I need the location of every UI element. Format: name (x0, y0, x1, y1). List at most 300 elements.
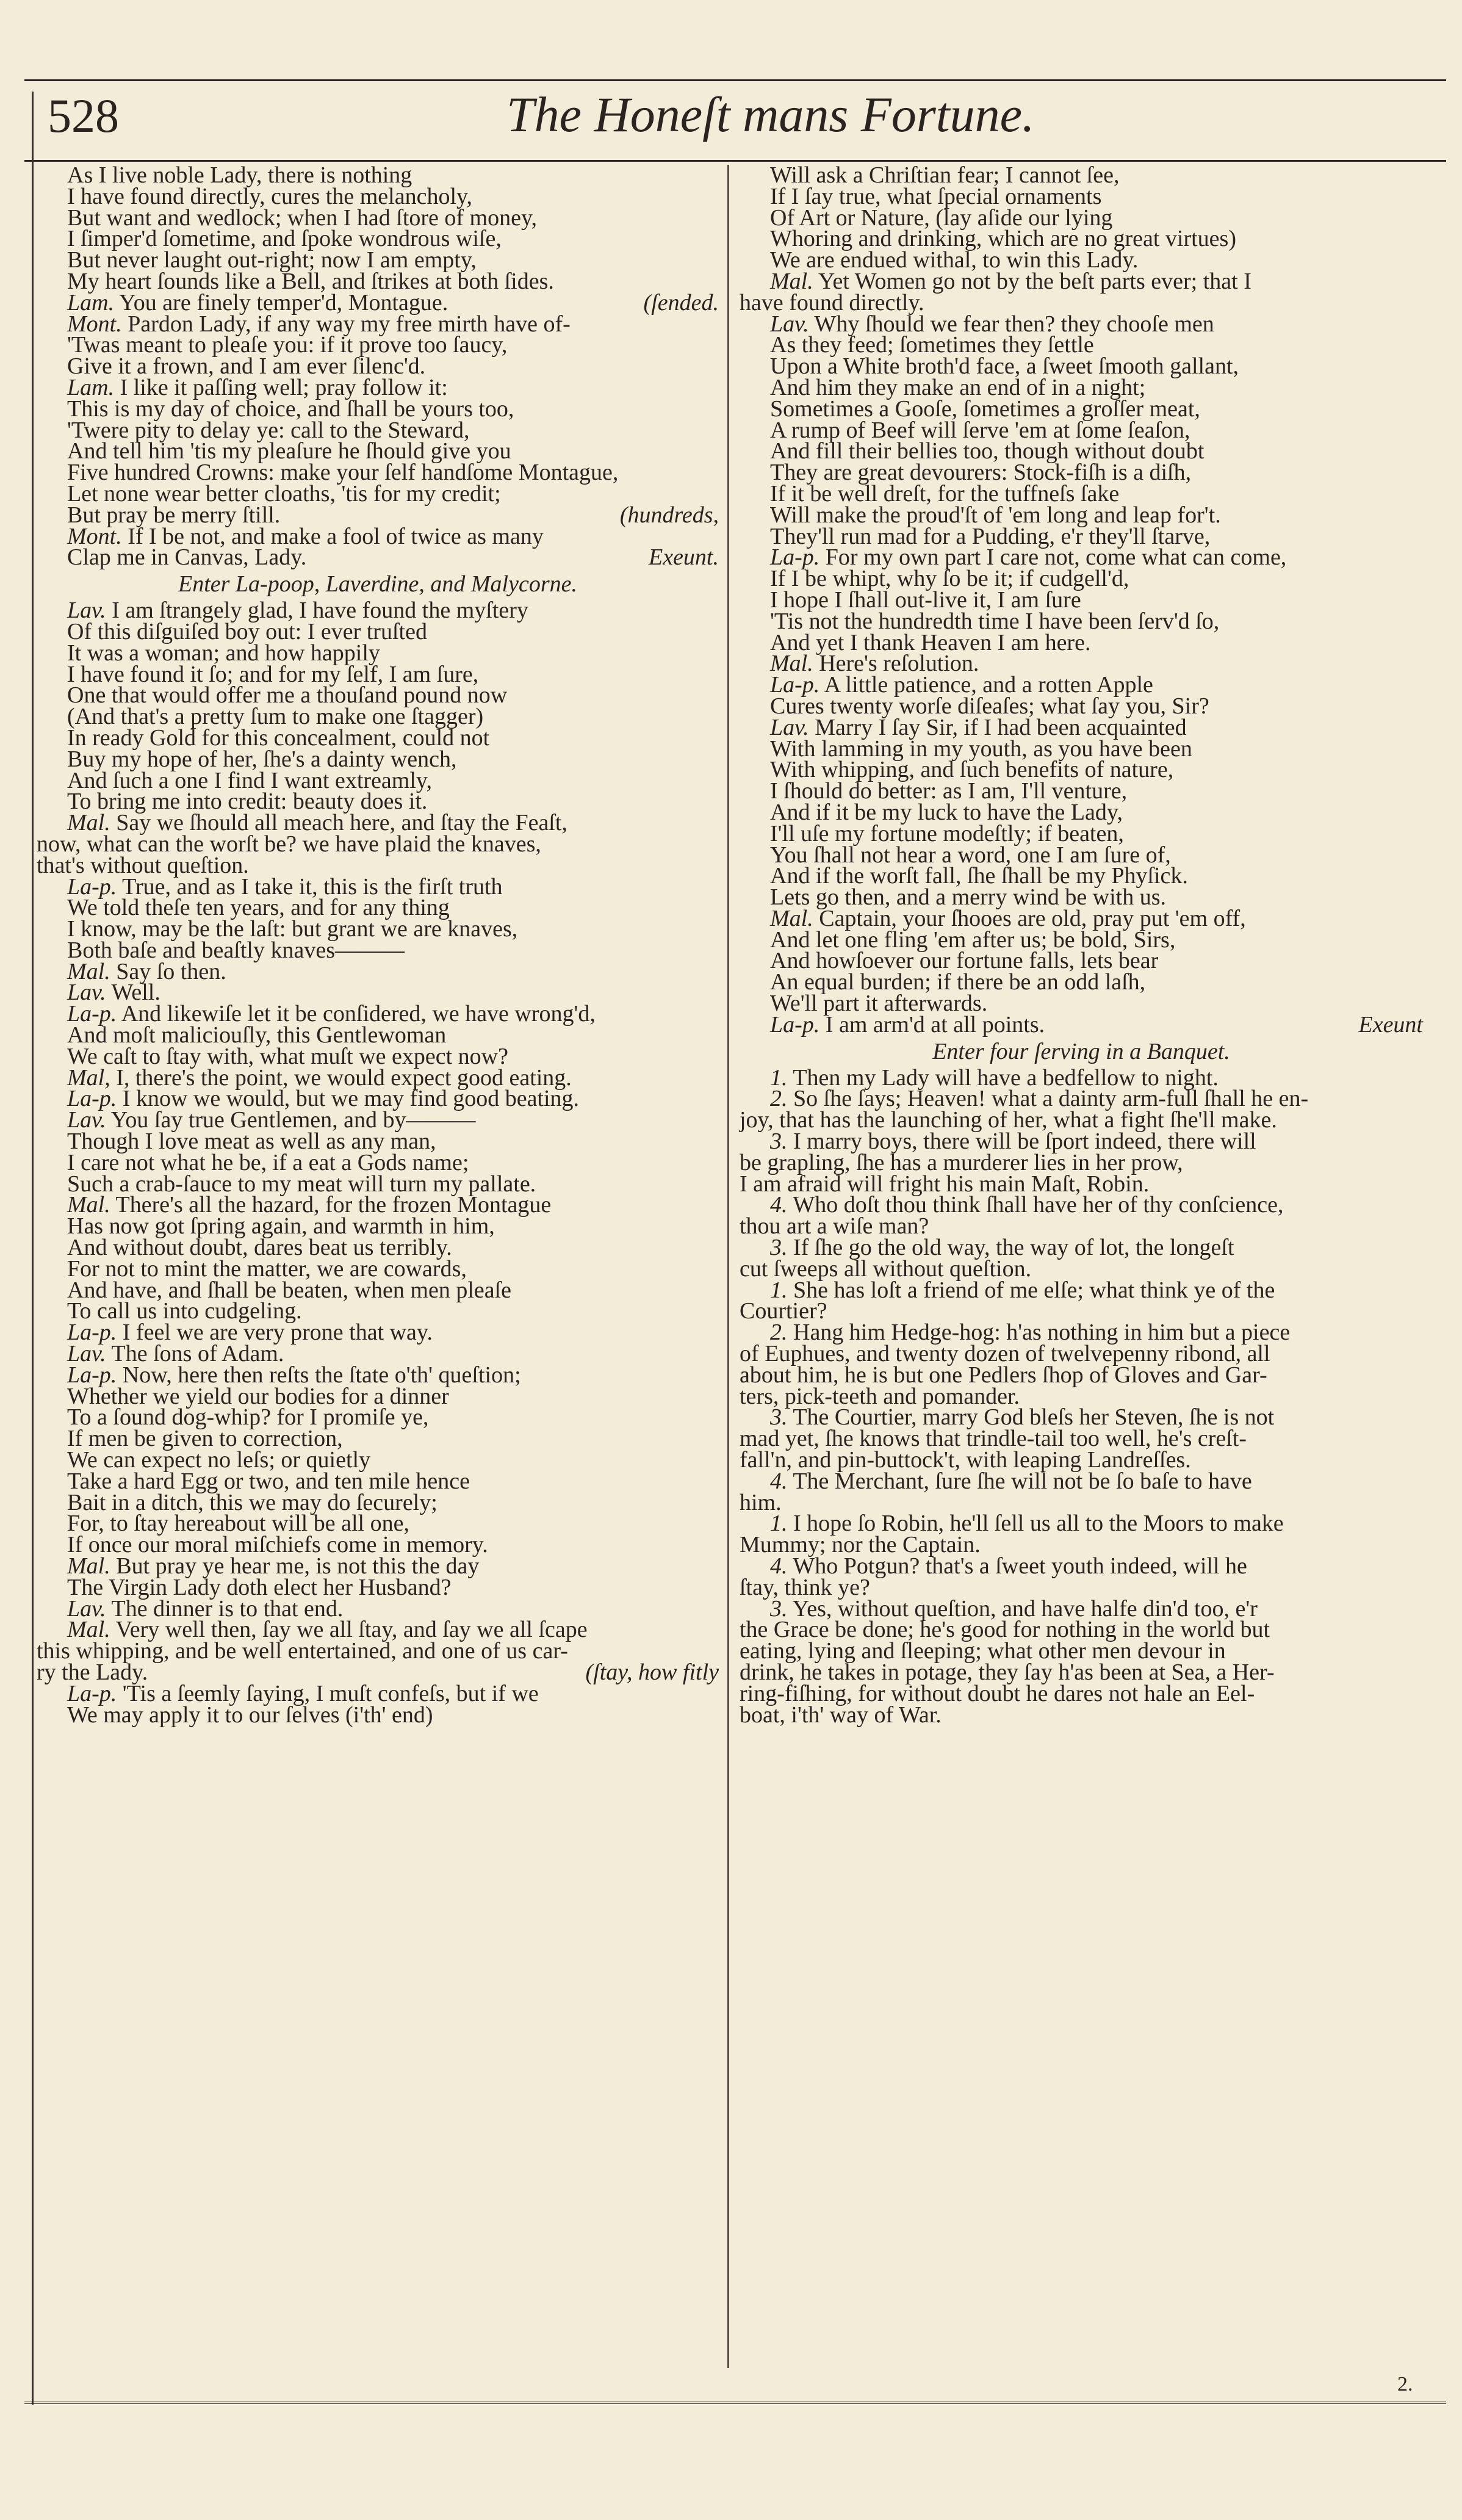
verse-line (37, 1383, 719, 1409)
right-aligned-text: (ſtay, how fitly (585, 1659, 719, 1685)
bottom-rule (24, 2402, 1446, 2404)
line-text: For, to ſtay hereabout will be all one, (67, 1511, 409, 1537)
verse-line (37, 1428, 719, 1450)
line-text: I ſhould do better: as I am, I'll venture, (770, 778, 1128, 804)
line-text: And ſuch a one I find I want extreamly, (67, 767, 432, 793)
verse-line (37, 395, 719, 422)
speech-line (740, 651, 1423, 677)
verse-line (740, 1489, 1423, 1515)
line-text: To call us into cudgeling. (67, 1298, 302, 1324)
line-text: A little patience, and a rotten Apple (824, 672, 1153, 698)
speaker-name: Mal. (67, 1192, 110, 1218)
line-text: ring-fiſhing, for without doubt he dares not hale an Eel- (740, 1680, 1255, 1706)
right-aligned-text: (ſended. (643, 289, 719, 316)
speech-line (740, 674, 1423, 696)
verse-line (37, 1404, 719, 1431)
line-text: 'Tis a ſeemly ſaying, I muſt confeſs, but if we (122, 1680, 539, 1706)
line-text: ſtay, think ye? (740, 1574, 870, 1600)
verse-line (37, 746, 719, 772)
line-text: And fill their bellies too, though without doubt (770, 438, 1205, 464)
line-text: him. (740, 1489, 782, 1515)
verse-line (37, 438, 719, 464)
line-text: The Merchant, ſure ſhe will not be ſo baſe to have (793, 1468, 1252, 1494)
verse-line (37, 1043, 719, 1069)
verse-line (37, 268, 719, 294)
speaker-name: 2. (770, 1320, 788, 1346)
verse-line (37, 204, 719, 231)
verse-line (37, 1255, 719, 1282)
page-number: 528 (48, 89, 119, 142)
speech-line (37, 1553, 719, 1579)
verse-line (740, 438, 1423, 464)
speaker-name: Lav. (770, 714, 809, 740)
line-text: I, there's the point, we would expect good eating. (116, 1064, 572, 1091)
right-aligned-text: Exeunt (1358, 1011, 1423, 1038)
line-text: I know we would, but we may find good beating. (122, 1086, 580, 1112)
speaker-name: Mal, (67, 1064, 110, 1091)
line-text: We may apply it to our ſelves (i'th' end) (67, 1702, 433, 1728)
line-text: that's without queſtion. (37, 852, 249, 878)
line-text: cut ſweeps all without queſtion. (740, 1255, 1032, 1282)
speaker-name: La-p. (67, 1001, 117, 1027)
verse-line (37, 353, 719, 380)
speech-line (740, 714, 1423, 740)
line-text: But pray be merry ſtill. (67, 502, 281, 528)
speech-line (740, 1553, 1423, 1579)
speech-line (740, 1088, 1423, 1110)
line-text: Who Potgun? that's a ſweet youth indeed, will he (793, 1553, 1247, 1579)
line-text: Will ask a Chriſtian fear; I cannot ſee, (770, 162, 1120, 188)
line-text: thou art a wiſe man? (740, 1213, 929, 1240)
verse-line (740, 1383, 1423, 1409)
column-divider (727, 165, 729, 2368)
line-text: Lets go then, and a merry wind be with us. (770, 884, 1167, 911)
verse-line (37, 502, 719, 528)
line-text: Give it a frown, and I am ever ſilenc'd. (67, 353, 426, 380)
speaker-name: Lav. (67, 1107, 106, 1133)
verse-line (37, 789, 719, 815)
speaker-name: 1. (770, 1277, 788, 1303)
line-text: I'll uſe my fortune modeſtly; if beaten, (770, 820, 1124, 847)
speech-line (740, 1011, 1423, 1038)
verse-line (740, 778, 1423, 804)
verse-line (37, 228, 719, 250)
line-text: I hope I ſhall out-live it, I am ſure (770, 587, 1081, 613)
speaker-name: Mal. (67, 1553, 110, 1579)
line-text: Say ſo then. (116, 958, 226, 984)
verse-line (740, 1638, 1423, 1664)
line-text: A rump of Beef will ſerve 'em at ſome ſeaſon, (770, 417, 1190, 443)
verse-line (37, 618, 719, 644)
speech-line (37, 1003, 719, 1025)
speech-line (37, 980, 719, 1006)
verse-line (37, 1534, 719, 1556)
speaker-name: La-p. (67, 1362, 117, 1388)
line-text: We caſt to ſtay with, what muſt we expect now? (67, 1043, 508, 1069)
line-text: And likewiſe let it be conſidered, we have wrong'd, (121, 1001, 596, 1027)
line-text: ters, pick-teeth and pomander. (740, 1383, 1020, 1409)
line-text: boat, i'th' way of War. (740, 1702, 942, 1728)
line-text: Captain, your ſhooes are old, pray put 'em off, (819, 905, 1246, 931)
line-text: eating, lying and ſleeping; what other men devour in (740, 1638, 1226, 1664)
line-text: Buy my hope of her, ſhe's a dainty wench, (67, 746, 457, 772)
line-text: 'Twas meant to pleaſe you: if it prove too ſaucy, (67, 332, 508, 358)
verse-line (37, 724, 719, 751)
line-text: I am arm'd at all points. (825, 1011, 1045, 1038)
verse-line (37, 852, 719, 878)
verse-line (740, 1447, 1423, 1473)
line-text: have found directly. (740, 289, 924, 316)
speech-line (740, 544, 1423, 571)
verse-line (740, 1702, 1423, 1728)
line-text: I know, may be the laſt: but grant we are knaves, (67, 916, 518, 942)
line-text: They are great devourers: Stock-fiſh is a diſh, (770, 460, 1192, 486)
speaker-name: La-p. (770, 544, 820, 571)
speaker-name: Lav. (67, 980, 106, 1006)
verse-line (740, 1213, 1423, 1240)
line-text: mad yet, ſhe knows that trindle-tail too well, he's creſt- (740, 1426, 1247, 1452)
verse-line (37, 640, 719, 666)
verse-line (37, 1574, 719, 1600)
line-text: The dinner is to that end. (111, 1595, 344, 1622)
line-text: And have, and ſhall be beaten, when men pleaſe (67, 1277, 512, 1303)
verse-line (740, 183, 1423, 209)
speaker-name: La-p. (67, 1086, 117, 1112)
line-text: The Courtier, marry God bleſs her Steven, ſhe is not (793, 1404, 1275, 1431)
verse-line (740, 608, 1423, 634)
speaker-name: La-p. (67, 873, 117, 900)
page-header (43, 88, 1446, 156)
verse-line (37, 1235, 719, 1261)
line-text: Mummy; nor the Captain. (740, 1532, 981, 1558)
verse-line (37, 767, 719, 793)
verse-line (740, 1534, 1423, 1556)
verse-line (37, 334, 719, 356)
verse-line (37, 1277, 719, 1303)
verse-line (37, 897, 719, 919)
speaker-name: Lav. (67, 598, 106, 624)
line-text: If I ſay true, what ſpecial ornaments (770, 183, 1102, 209)
verse-line (740, 735, 1423, 762)
right-aligned-text: Exeunt. (648, 544, 719, 571)
line-text: this whipping, and be well entertained, and one of us car- (37, 1638, 568, 1664)
speech-line (37, 1343, 719, 1365)
line-text: Clap me in Canvas, Lady. (67, 544, 307, 571)
verse-line (740, 353, 1423, 380)
speaker-name: La-p. (770, 1011, 820, 1038)
line-text: I am ſtrangely glad, I have found the myſtery (112, 598, 528, 624)
line-text: Hang him Hedge-hog: h'as nothing in him but a piece (793, 1320, 1291, 1346)
verse-line (740, 1680, 1423, 1706)
verse-line (37, 460, 719, 486)
line-text: If ſhe go the old way, the way of lot, the longeſt (793, 1235, 1234, 1261)
verse-line (740, 693, 1423, 719)
speech-line (37, 289, 719, 316)
stage-direction-text: Enter four ſerving in a Banquet. (932, 1038, 1230, 1064)
line-text: Say we ſhould all meach here, and ſtay the Feaſt, (116, 810, 567, 836)
line-text: Of Art or Nature, (lay aſide our lying (770, 204, 1113, 231)
verse-line (740, 523, 1423, 549)
verse-line (740, 1298, 1423, 1324)
speaker-name: Mal. (770, 268, 813, 294)
verse-line (37, 1468, 719, 1494)
verse-line (740, 926, 1423, 953)
verse-line (740, 289, 1423, 316)
line-text: My heart ſounds like a Bell, and ſtrikes at both ſides. (67, 268, 554, 294)
verse-line (740, 820, 1423, 847)
verse-line (740, 884, 1423, 911)
speech-line (740, 905, 1423, 931)
verse-line (37, 1638, 719, 1664)
line-text: Both baſe and beaſtly knaves——— (67, 937, 405, 963)
speaker-name: 4. (770, 1192, 788, 1218)
verse-line (740, 759, 1423, 781)
verse-line (740, 204, 1423, 231)
line-text: Courtier? (740, 1298, 827, 1324)
line-text: I am afraid will fright his main Maſt, Robin. (740, 1171, 1150, 1197)
speech-line (740, 1128, 1423, 1155)
speech-line (37, 958, 719, 984)
verse-line (740, 480, 1423, 507)
verse-line (37, 1659, 719, 1685)
line-text: I hope ſo Robin, he'll ſell us all to the Moors to make (793, 1511, 1284, 1537)
verse-line (740, 1362, 1423, 1388)
line-text: Pardon Lady, if any way my free mirth have of- (128, 311, 571, 337)
speaker-name: 3. (770, 1235, 788, 1261)
stage-direction (37, 568, 719, 600)
line-text: Marry I ſay Sir, if I had been acquainted (815, 714, 1187, 740)
line-text: This is my day of choice, and ſhall be yours too, (67, 395, 514, 422)
line-text: In ready Gold for this concealment, could not (67, 724, 490, 751)
verse-line (37, 704, 719, 730)
left-border-rule (32, 92, 34, 2405)
line-text: Of this diſguiſed boy out: I ever truſted (67, 618, 427, 644)
line-text: ry the Lady. (37, 1659, 148, 1685)
line-text: One that would offer me a thouſand pound now (67, 682, 508, 709)
line-text: The Virgin Lady doth elect her Husband? (67, 1574, 452, 1600)
verse-line (37, 247, 719, 273)
line-text: And if it be my luck to have the Lady, (770, 799, 1123, 825)
line-text: An equal burden; if there be an odd laſh, (770, 969, 1146, 995)
line-text: True, and as I take it, this is the firſt truth (122, 873, 503, 900)
line-text: Upon a White broth'd face, a ſweet ſmooth gallant, (770, 353, 1239, 380)
speaker-name: 4. (770, 1553, 788, 1579)
line-text: Very well then, ſay we all ſtay, and ſay we all ſcape (115, 1617, 588, 1643)
line-text: But pray ye hear me, is not this the day (116, 1553, 480, 1579)
speech-line (740, 1404, 1423, 1431)
line-text: It was a woman; and how happily (67, 640, 380, 666)
speech-line (740, 1194, 1423, 1216)
verse-line (37, 661, 719, 687)
line-text: Why ſhould we fear then? they chooſe men (814, 311, 1214, 337)
line-text: And yet I thank Heaven I am here. (770, 629, 1091, 655)
speech-line (37, 523, 719, 549)
line-text: Cures twenty worſe diſeaſes; what ſay you, Sir? (770, 693, 1209, 719)
speaker-name: 1. (770, 1511, 788, 1537)
verse-line (740, 1171, 1423, 1197)
speaker-name: Mal. (770, 651, 813, 677)
line-text: And moſt maliciouſly, this Gentlewoman (67, 1022, 447, 1049)
line-text: Well. (111, 980, 160, 1006)
line-text: Sometimes a Gooſe, ſometimes a groſſer meat, (770, 395, 1200, 422)
speaker-name: Lav. (67, 1341, 106, 1367)
verse-line (740, 374, 1423, 400)
line-text: But want and wedlock; when I had ſtore of money, (67, 204, 538, 231)
verse-line (37, 1702, 719, 1728)
line-text: And without doubt, dares beat us terribly. (67, 1235, 452, 1261)
line-text: I marry boys, there will be ſport indeed, there will (793, 1128, 1256, 1155)
verse-line (37, 544, 719, 571)
line-text: Then my Lady will have a bedfellow to night. (793, 1064, 1219, 1091)
speech-line (740, 1235, 1423, 1261)
verse-line (740, 1255, 1423, 1282)
line-text: I have found directly, cures the melancholy, (67, 183, 473, 209)
verse-line (740, 969, 1423, 995)
right-aligned-text: (hundreds, (619, 502, 719, 528)
speech-line (740, 1595, 1423, 1622)
top-rule (24, 79, 1446, 81)
speech-line (37, 1088, 719, 1110)
line-text: 'Tis not the hundredth time I have been ſerv'd ſo, (770, 608, 1220, 634)
verse-line (740, 991, 1423, 1017)
line-text: now, what can the worſt be? we have plaid the knaves, (37, 831, 541, 857)
verse-line (740, 1107, 1423, 1133)
line-text: We'll part it afterwards. (770, 991, 988, 1017)
line-text: Who doſt thou think ſhall have her of thy conſcience, (793, 1192, 1284, 1218)
speaker-name: La-p. (770, 672, 820, 698)
speech-line (37, 311, 719, 337)
verse-line (37, 1447, 719, 1473)
speaker-name: 1. (770, 1064, 788, 1091)
line-text: I have found it ſo; and for my ſelf, I am ſure, (67, 661, 479, 687)
line-text: Bait in a ditch, this we may do ſecurely; (67, 1489, 438, 1515)
verse-line (37, 937, 719, 963)
verse-line (740, 629, 1423, 655)
speaker-name: 3. (770, 1128, 788, 1155)
speaker-name: 2. (770, 1086, 788, 1112)
line-text: And tell him 'tis my pleaſure he ſhould give you (67, 438, 511, 464)
catchword: 2. (1397, 2373, 1413, 2395)
line-text: be grapling, ſhe has a murderer lies in her prow, (740, 1149, 1183, 1175)
line-text: Yes, without queſtion, and have halfe din'd too, e'r (792, 1595, 1258, 1622)
line-text: If men be given to correction, (67, 1426, 343, 1452)
stage-direction (740, 1036, 1423, 1067)
line-text: I care not what he be, if a eat a Gods name; (67, 1149, 469, 1175)
verse-line (37, 916, 719, 942)
verse-line (37, 682, 719, 709)
line-text: Though I love meat as well as any man, (67, 1128, 436, 1155)
line-text: Yet Women go not by the beſt parts ever; that I (818, 268, 1251, 294)
verse-line (740, 865, 1423, 887)
speech-line (740, 268, 1423, 294)
verse-line (740, 842, 1423, 868)
line-text: fall'n, and pin-buttock't, with leaping Landreſſes. (740, 1447, 1191, 1473)
line-text: (And that's a pretty ſum to make one ſtagger) (67, 704, 484, 730)
line-text: You ſhall not hear a word, one I am ſure of, (770, 842, 1171, 868)
speaker-name: La-p. (67, 1320, 117, 1346)
verse-line (37, 1022, 719, 1049)
line-text: There's all the hazard, for the frozen Montague (115, 1192, 552, 1218)
line-text: For my own part I care not, come what can come, (825, 544, 1287, 571)
verse-line (740, 1659, 1423, 1685)
line-text: Take a hard Egg or two, and ten mile hence (67, 1468, 470, 1494)
speaker-name: 3. (770, 1404, 788, 1431)
verse-line (740, 1574, 1423, 1600)
line-text: Whoring and drinking, which are no great virtues) (770, 226, 1236, 252)
speech-line (37, 374, 719, 400)
speech-line (37, 812, 719, 834)
line-text: As they feed; ſometimes they ſettle (770, 332, 1094, 358)
line-text: We are endued withal, to win this Lady. (770, 247, 1139, 273)
verse-line (740, 1149, 1423, 1175)
speech-line (37, 873, 719, 900)
speaker-name: 4. (770, 1468, 788, 1494)
line-text: With lamming in my youth, as you have been (770, 735, 1192, 762)
line-text: drink, he takes in potage, they ſay h'as been at Sea, a Her- (740, 1659, 1275, 1685)
line-text: As I live noble Lady, there is nothing (67, 162, 412, 188)
line-text: of Euphues, and twenty dozen of twelvepenny ribond, all (740, 1341, 1270, 1367)
verse-line (37, 1511, 719, 1537)
speaker-name: Mal. (770, 905, 813, 931)
speaker-name: Lav. (770, 311, 809, 337)
speaker-name: Mont. (67, 523, 122, 549)
line-text: If I be whipt, why ſo be it; if cudgell'd, (770, 566, 1129, 592)
verse-line (740, 334, 1423, 356)
speech-line (37, 1107, 719, 1133)
verse-line (740, 460, 1423, 486)
line-text: I ſimper'd ſometime, and ſpoke wondrous wiſe, (67, 226, 502, 252)
line-text: the Grace be done; he's good for nothing in the world but (740, 1617, 1270, 1643)
verse-line (740, 247, 1423, 273)
line-text: And let one fling 'em after us; be bold, Sirs, (770, 926, 1176, 953)
line-text: Has now got ſpring again, and warmth in him, (67, 1213, 495, 1240)
line-text: 'Twere pity to delay ye: call to the Steward, (67, 417, 470, 443)
verse-line (740, 228, 1423, 250)
verse-line (740, 799, 1423, 825)
verse-line (37, 1149, 719, 1175)
line-text: And howſoever our fortune falls, lets bear (770, 948, 1159, 974)
running-title: The Honeſt mans Fortune. (506, 87, 1035, 142)
line-text: Now, here then reſts the ſtate o'th' queſtion; (122, 1362, 521, 1388)
speech-line (37, 1320, 719, 1346)
speech-line (37, 1680, 719, 1706)
verse-line (740, 587, 1423, 613)
line-text: joy, that has the launching of her, what a fight ſhe'll make. (740, 1107, 1277, 1133)
verse-line (740, 162, 1423, 188)
line-text: And him they make an end of in a night; (770, 374, 1146, 400)
verse-line (740, 502, 1423, 528)
line-text: With whipping, and ſuch benefits of nature, (770, 757, 1174, 783)
line-text: I feel we are very prone that way. (122, 1320, 433, 1346)
header-rule (24, 160, 1446, 162)
speaker-name: Lam. (67, 374, 115, 400)
line-text: For not to mint the matter, we are cowards, (67, 1255, 467, 1282)
line-text: And if the worſt fall, ſhe ſhall be my Phyſick. (770, 863, 1188, 889)
line-text: about him, he is but one Pedlers ſhop of Gloves and Gar- (740, 1362, 1267, 1388)
line-text: If it be well dreſt, for the tuffneſs ſake (770, 480, 1120, 507)
verse-line (37, 1128, 719, 1155)
speech-line (37, 1194, 719, 1216)
speaker-name: Mont. (67, 311, 122, 337)
line-text: Whether we yield our bodies for a dinner (67, 1383, 449, 1409)
speaker-name: Mal. (67, 958, 110, 984)
speech-line (740, 1064, 1423, 1091)
verse-line (740, 950, 1423, 972)
speech-line (740, 1511, 1423, 1537)
speaker-name: 3. (770, 1595, 788, 1622)
speech-line (740, 1468, 1423, 1494)
speech-line (37, 1619, 719, 1641)
